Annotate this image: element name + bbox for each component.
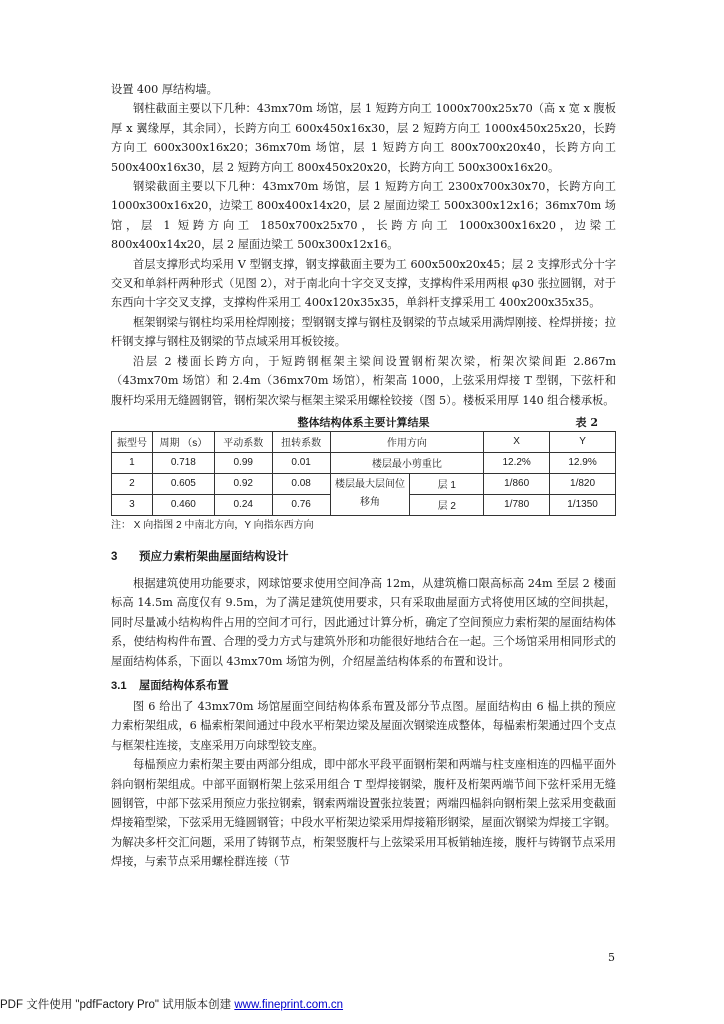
table-cell: 3 (112, 494, 153, 515)
table-caption (111, 411, 616, 431)
subsection-heading (111, 677, 616, 693)
table-cell: 层 2 (410, 494, 484, 515)
table-cell: 12.9% (550, 452, 616, 473)
table-cell: 0.08 (272, 473, 330, 494)
table-note: 注： X 向指图 2 中南北方向，Y 向指东西方向 (111, 519, 314, 531)
paragraph-beam-sections: 钢梁截面主要以下几种：43mx70m 场馆，层 1 短跨方向工 2300x700x30x70，长跨方向工 1000x300x16x20，边梁工 800x400x14x20，层 2 屋面边梁工 500x300x12x16；36mx70m 场馆，层 1 短跨方向工 1850x700x25x70，长跨方向工 1000x300x16x20，边梁工 800x400x14x20，层 2 屋面边梁工 500x300x12x16。 (111, 180, 616, 252)
table-header-cell: 振型号 (112, 431, 153, 452)
section-number: 3 (111, 550, 118, 563)
document-body (111, 80, 616, 872)
paragraph: 每榀预应力索桁架主要由两部分组成，即中部水平段平面钢桁架和两端与柱支座相连的四榀平面外斜向钢桁架组成。中部平面钢桁架上弦采用组合 T 型焊接钢梁，腹杆及桁架两端节间下弦杆采用无缝圆钢管，中部下弦采用预应力张拉钢索，钢索两端设置张拉装置；两端四榀斜向钢桁架上弦采用变截面焊接箱型梁，下弦采用无缝圆钢管；中段水平桁架边梁采用焊接箱形钢梁，屋面次钢梁为焊接工字钢。为解决多杆交汇问题，采用了铸钢节点，桁架竖腹杆与上弦梁采用耳板销轴连接，腹杆与铸钢节点采用焊接，与索节点采用螺栓群连接（节 (111, 758, 616, 869)
table-header-cell: 扭转系数 (272, 431, 330, 452)
pdf-footer (0, 996, 343, 1012)
table-cell: 0.99 (214, 452, 272, 473)
table-cell: 层 1 (410, 473, 484, 494)
paragraph-connections: 框架钢梁与钢柱均采用栓焊刚接；型钢钢支撑与钢柱及钢梁的节点域采用满焊刚接、栓焊拼接；拉杆钢支撑与钢柱及钢梁的节点域采用耳板铰接。 (111, 315, 616, 349)
table-header-cell: 作用方向 (330, 431, 484, 452)
paragraph: 图 6 给出了 43mx70m 场馆屋面空间结构体系布置及部分节点图。屋面结构由 6 榀上拱的预应力索桁架组成，6 榀索桁架间通过中段水平桁架边梁及屋面次钢梁连成整体，每榀索桁架通过四个支点与框架柱连接，支座采用万向球型铰支座。 (111, 699, 616, 752)
table-cell: 1 (112, 452, 153, 473)
subsection-number: 3.1 (111, 679, 127, 692)
footer-text: PDF 文件使用 "pdfFactory Pro" 试用版本创建 (0, 999, 235, 1011)
paragraph-column-sections: 钢柱截面主要以下几种：43mx70m 场馆，层 1 短跨方向工 1000x700x25x70（高 x 宽 x 腹板厚 x 翼缘厚，其余同），长跨方向工 600x450x16x30，层 2 短跨方向工 1000x450x25x20，长跨方向工 600x300x16x20；36mx70m 场馆，层 1 短跨方向工 800x700x20x40，长跨方向工 500x400x16x30，层 2 短跨方向工 800x450x20x20，长跨方向工 500x300x16x20。 (111, 102, 616, 174)
subsection-title: 屋面结构体系布置 (139, 679, 229, 692)
table-cell: 0.605 (152, 473, 214, 494)
table-cell: 楼层最小剪重比 (330, 452, 484, 473)
table-header-cell: 平动系数 (214, 431, 272, 452)
results-table (111, 431, 616, 516)
paragraph: 设置 400 厚结构墙。 (111, 83, 218, 96)
page-number: 5 (608, 951, 615, 964)
footer-link[interactable]: www.fineprint.com.cn (234, 999, 344, 1011)
table-cell: 楼层最大层间位移角 (330, 473, 410, 515)
paragraph: 根据建筑使用功能要求，网球馆要求使用空间净高 12m，从建筑檐口限高标高 24m 至层 2 楼面标高 14.5m 高度仅有 9.5m，为了满足建筑使用要求，只有采取曲屋面方式将使用区域的空间拱起，同时尽量减小结构构件占用的空间才可行，因此通过计算分析，确定了空间预应力索桁架的屋面结构体系，使结构构件布置、合理的受力方式与建筑外形和功能很好地结合在一起。三个场馆采用相同形式的屋面结构体系，下面以 43mx70m 场馆为例，介绍屋盖结构体系的布置和设计。 (111, 576, 616, 668)
table-cell: 1/820 (550, 473, 616, 494)
table-cell: 0.92 (214, 473, 272, 494)
paragraph-bracing: 首层支撑形式均采用 V 型钢支撑，钢支撑截面主要为工 600x500x20x45；层 2 支撑形式分十字交叉和单斜杆两种形式（见图 2），对于南北向十字交叉支撑，支撑构件采用两根 φ30 张拉圆钢，对于东西向十字交叉支撑，支撑构件采用工 400x120x35x35，单斜杆支撑采用工 400x200x35x35。 (111, 257, 616, 310)
table-cell: 1/860 (484, 473, 550, 494)
table-header-row (112, 431, 616, 452)
table-cell: 0.01 (272, 452, 330, 473)
table-cell: 0.718 (152, 452, 214, 473)
section-heading (111, 548, 616, 564)
table-number: 表 2 (575, 415, 598, 429)
paragraph-truss-beams: 沿层 2 楼面长跨方向，于短跨钢框架主梁间设置钢桁架次梁，桁架次梁间距 2.867m（43mx70m 场馆）和 2.4m（36mx70m 场馆），桁架高 1000，上弦采用焊接 T 型钢，下弦杆和腹杆均采用无缝圆钢管，钢桁架次梁与框架主梁采用螺栓铰接（图 5）。楼板采用厚 140 组合楼承板。 (111, 354, 616, 407)
table-title: 整体结构体系主要计算结果 (297, 415, 430, 429)
table-cell: 12.2% (484, 452, 550, 473)
table-cell: 1/780 (484, 494, 550, 515)
table-header-cell: X (484, 431, 550, 452)
table-cell: 0.460 (152, 494, 214, 515)
section-title: 预应力索桁架曲屋面结构设计 (139, 550, 289, 563)
table-row (112, 473, 616, 494)
table-header-cell: 周期 （s） (152, 431, 214, 452)
table-row (112, 452, 616, 473)
table-cell: 2 (112, 473, 153, 494)
table-cell: 0.76 (272, 494, 330, 515)
table-cell: 0.24 (214, 494, 272, 515)
table-header-cell: Y (550, 431, 616, 452)
table-cell: 1/1350 (550, 494, 616, 515)
